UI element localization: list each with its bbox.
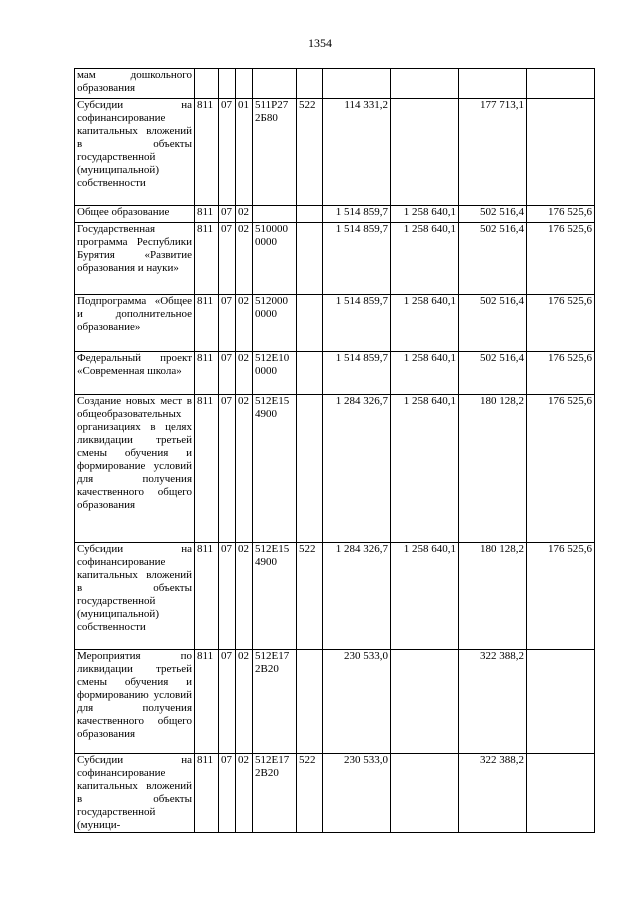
target-article-code: 512E10 0000 bbox=[253, 352, 297, 395]
ministry-code: 811 bbox=[195, 395, 219, 543]
section-code: 07 bbox=[219, 650, 236, 754]
amount-2: 1 258 640,1 bbox=[391, 223, 459, 295]
row-name: Субсидии на софинансирование капитальных вложений в объекты государственной (муници- bbox=[75, 754, 195, 833]
table-row bbox=[75, 395, 595, 543]
amount-2: 1 258 640,1 bbox=[391, 206, 459, 223]
section-code: 07 bbox=[219, 295, 236, 352]
target-article-code: 512000 0000 bbox=[253, 295, 297, 352]
amount-3: 180 128,2 bbox=[459, 543, 527, 650]
table-row bbox=[75, 754, 595, 833]
amount-2 bbox=[391, 754, 459, 833]
amount-1: 230 533,0 bbox=[323, 754, 391, 833]
expense-type-code bbox=[297, 295, 323, 352]
table-row bbox=[75, 295, 595, 352]
subsection-code: 02 bbox=[236, 352, 253, 395]
amount-3: 502 516,4 bbox=[459, 295, 527, 352]
subsection-code: 01 bbox=[236, 99, 253, 206]
amount-1: 1 514 859,7 bbox=[323, 206, 391, 223]
target-article-code: 512E17 2В20 bbox=[253, 650, 297, 754]
ministry-code: 811 bbox=[195, 223, 219, 295]
amount-2 bbox=[391, 99, 459, 206]
target-article-code: 512E17 2В20 bbox=[253, 754, 297, 833]
expense-type-code bbox=[297, 223, 323, 295]
amount-1: 230 533,0 bbox=[323, 650, 391, 754]
row-name: Создание новых мест в общеобразовательных организациях в целях ликвидации третьей смены обучения и формирование условий для получения качественного общего образования bbox=[75, 395, 195, 543]
expense-type-code bbox=[297, 650, 323, 754]
amount-3: 322 388,2 bbox=[459, 650, 527, 754]
amount-4 bbox=[527, 650, 595, 754]
expense-type-code: 522 bbox=[297, 754, 323, 833]
ministry-code: 811 bbox=[195, 754, 219, 833]
amount-3: 502 516,4 bbox=[459, 223, 527, 295]
amount-3: 502 516,4 bbox=[459, 352, 527, 395]
amount-4: 176 525,6 bbox=[527, 352, 595, 395]
target-article-code: 510000 0000 bbox=[253, 223, 297, 295]
expense-type-code bbox=[297, 206, 323, 223]
section-code: 07 bbox=[219, 352, 236, 395]
table-row bbox=[75, 69, 595, 99]
row-name: Общее образование bbox=[75, 206, 195, 223]
target-article-code bbox=[253, 206, 297, 223]
subsection-code: 02 bbox=[236, 295, 253, 352]
table-row bbox=[75, 352, 595, 395]
target-article-code: 511P27 2Б80 bbox=[253, 99, 297, 206]
target-article-code: 512E15 4900 bbox=[253, 543, 297, 650]
page-number: 1354 bbox=[308, 36, 332, 50]
target-article-code bbox=[253, 69, 297, 99]
ministry-code: 811 bbox=[195, 650, 219, 754]
expense-type-code bbox=[297, 69, 323, 99]
subsection-code: 02 bbox=[236, 395, 253, 543]
table-row bbox=[75, 206, 595, 223]
amount-4 bbox=[527, 99, 595, 206]
amount-2: 1 258 640,1 bbox=[391, 395, 459, 543]
section-code: 07 bbox=[219, 223, 236, 295]
row-name: Подпрограмма «Общее и дополнительное образование» bbox=[75, 295, 195, 352]
subsection-code: 02 bbox=[236, 650, 253, 754]
amount-3: 322 388,2 bbox=[459, 754, 527, 833]
ministry-code: 811 bbox=[195, 295, 219, 352]
expense-type-code: 522 bbox=[297, 543, 323, 650]
amount-4: 176 525,6 bbox=[527, 395, 595, 543]
ministry-code: 811 bbox=[195, 206, 219, 223]
amount-1 bbox=[323, 69, 391, 99]
row-name: Мероприятия по ликвидации третьей смены обучения и формированию условий для получения качественного общего образования bbox=[75, 650, 195, 754]
amount-1: 1 284 326,7 bbox=[323, 395, 391, 543]
amount-2: 1 258 640,1 bbox=[391, 295, 459, 352]
amount-4 bbox=[527, 754, 595, 833]
table-row bbox=[75, 99, 595, 206]
subsection-code bbox=[236, 69, 253, 99]
expense-type-code bbox=[297, 352, 323, 395]
amount-4: 176 525,6 bbox=[527, 223, 595, 295]
amount-3 bbox=[459, 69, 527, 99]
section-code: 07 bbox=[219, 99, 236, 206]
amount-2 bbox=[391, 69, 459, 99]
ministry-code bbox=[195, 69, 219, 99]
amount-1: 1 284 326,7 bbox=[323, 543, 391, 650]
row-name: Субсидии на софинансирование капитальных вложений в объекты государственной (муниципальной) собственности bbox=[75, 543, 195, 650]
row-name: Субсидии на софинансирование капитальных вложений в объекты государственной (муниципальной) собственности bbox=[75, 99, 195, 206]
ministry-code: 811 bbox=[195, 352, 219, 395]
subsection-code: 02 bbox=[236, 223, 253, 295]
table-row bbox=[75, 543, 595, 650]
section-code: 07 bbox=[219, 543, 236, 650]
amount-1: 1 514 859,7 bbox=[323, 223, 391, 295]
expense-type-code: 522 bbox=[297, 99, 323, 206]
amount-2: 1 258 640,1 bbox=[391, 352, 459, 395]
section-code: 07 bbox=[219, 754, 236, 833]
section-code: 07 bbox=[219, 206, 236, 223]
subsection-code: 02 bbox=[236, 543, 253, 650]
expense-type-code bbox=[297, 395, 323, 543]
row-name: мам дошкольного образования bbox=[75, 69, 195, 99]
amount-4 bbox=[527, 69, 595, 99]
table-row bbox=[75, 223, 595, 295]
amount-2 bbox=[391, 650, 459, 754]
section-code: 07 bbox=[219, 395, 236, 543]
amount-3: 502 516,4 bbox=[459, 206, 527, 223]
amount-1: 1 514 859,7 bbox=[323, 352, 391, 395]
amount-4: 176 525,6 bbox=[527, 295, 595, 352]
row-name: Федеральный проект «Современная школа» bbox=[75, 352, 195, 395]
amount-3: 177 713,1 bbox=[459, 99, 527, 206]
table-row bbox=[75, 650, 595, 754]
section-code bbox=[219, 69, 236, 99]
amount-3: 180 128,2 bbox=[459, 395, 527, 543]
amount-1: 1 514 859,7 bbox=[323, 295, 391, 352]
amount-4: 176 525,6 bbox=[527, 543, 595, 650]
amount-1: 114 331,2 bbox=[323, 99, 391, 206]
ministry-code: 811 bbox=[195, 543, 219, 650]
subsection-code: 02 bbox=[236, 206, 253, 223]
budget-table bbox=[74, 68, 595, 833]
ministry-code: 811 bbox=[195, 99, 219, 206]
amount-2: 1 258 640,1 bbox=[391, 543, 459, 650]
target-article-code: 512E15 4900 bbox=[253, 395, 297, 543]
row-name: Государственная программа Республики Бурятия «Развитие образования и науки» bbox=[75, 223, 195, 295]
amount-4: 176 525,6 bbox=[527, 206, 595, 223]
subsection-code: 02 bbox=[236, 754, 253, 833]
